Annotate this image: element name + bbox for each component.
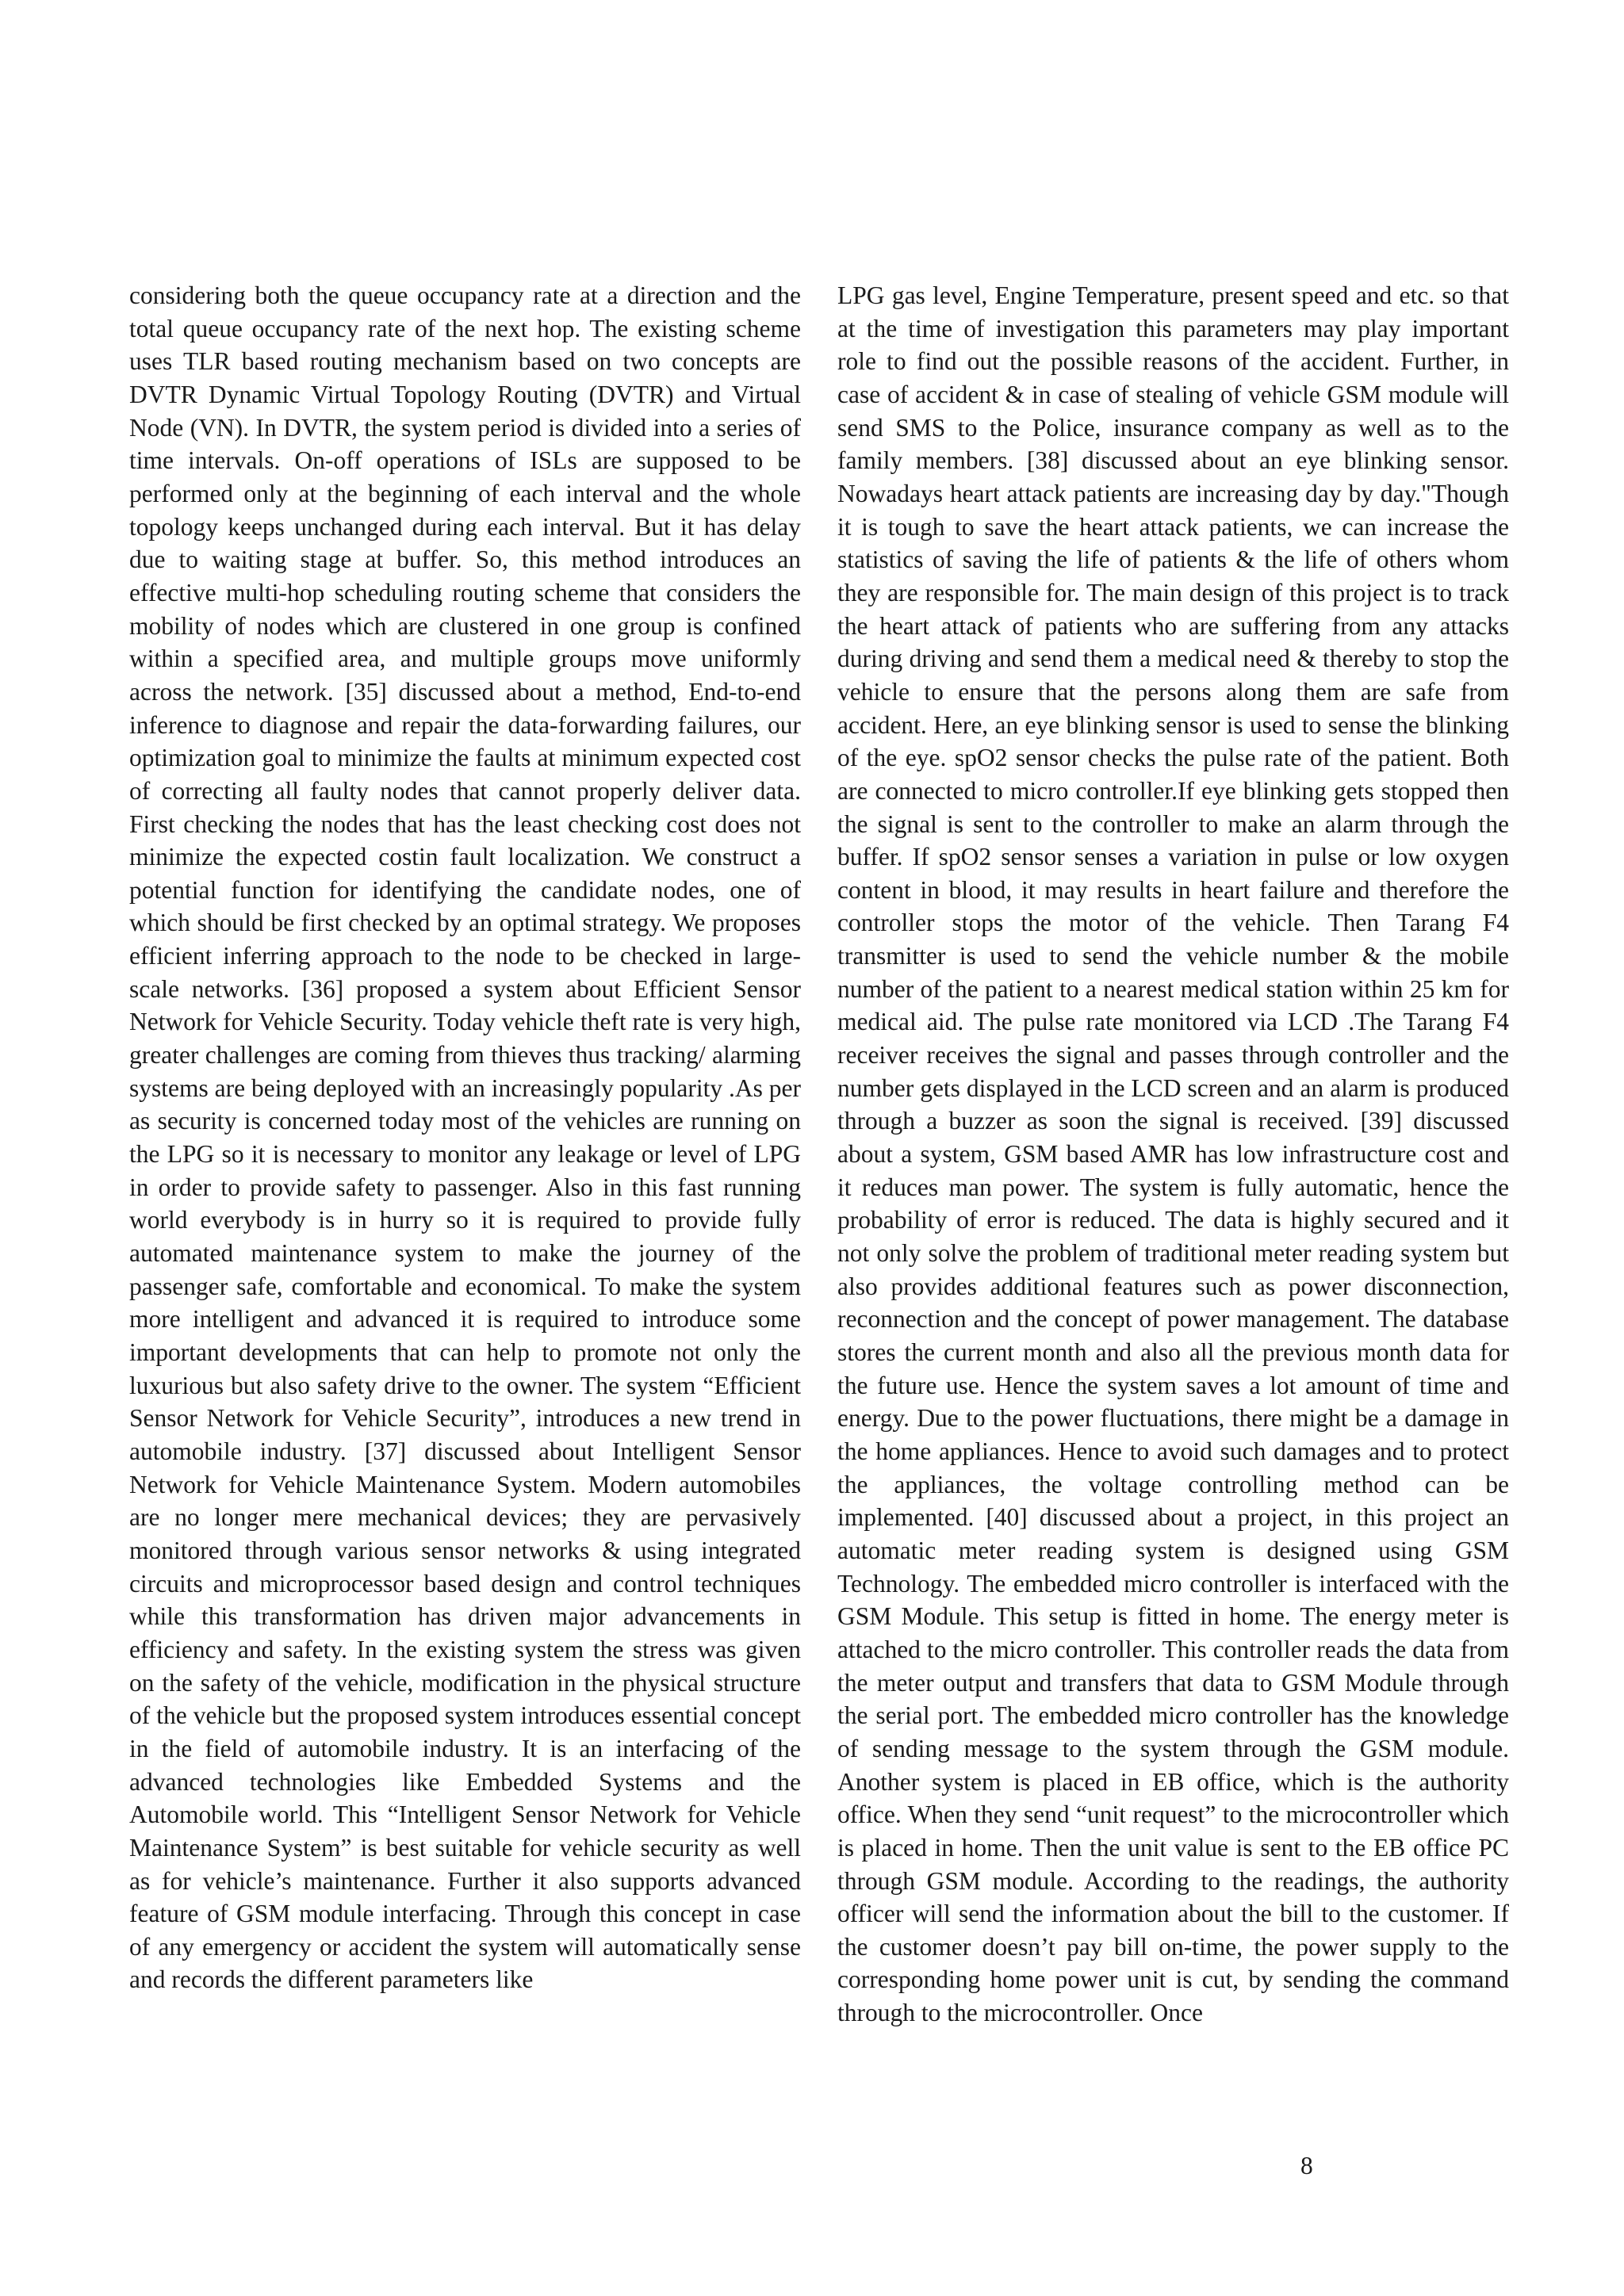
right-text-column: [837, 279, 1509, 2030]
page-number: 8: [1300, 2152, 1313, 2179]
right-column-paragraph: LPG gas level, Engine Temperature, present speed and etc. so that at the time of investigation this parameters may play important role to find out the possible reasons of the accident. Further, in case of accident & in case of stealing of vehicle GSM module will send SMS to the Police, insurance company as well as to the family members. [38] discussed about an eye blinking sensor. Nowadays heart attack patients are increasing day by day."Though it is tough to save the heart attack patients, we can increase the statistics of saving the life of patients & the life of others whom they are responsible for. The main design of this project is to track the heart attack of patients who are suffering from any attacks during driving and send them a medical need & thereby to stop the vehicle to ensure that the persons along them are safe from accident. Here, an eye blinking sensor is used to sense the blinking of the eye. spO2 sensor checks the pulse rate of the patient. Both are connected to micro controller.If eye blinking gets stopped then the signal is sent to the controller to make an alarm through the buffer. If spO2 sensor senses a variation in pulse or low oxygen content in blood, it may results in heart failure and therefore the controller stops the motor of the vehicle. Then Tarang F4 transmitter is used to send the vehicle number & the mobile number of the patient to a nearest medical station within 25 km for medical aid. The pulse rate monitored via LCD .The Tarang F4 receiver receives the signal and passes through controller and the number gets displayed in the LCD screen and an alarm is produced through a buzzer as soon the signal is received. [39] discussed about a system, GSM based AMR has low infrastructure cost and it reduces man power. The system is fully automatic, hence the probability of error is reduced. The data is highly secured and it not only solve the problem of traditional meter reading system but also provides additional features such as power disconnection, reconnection and the concept of power management. The database stores the current month and also all the previous month data for the future use. Hence the system saves a lot amount of time and energy. Due to the power fluctuations, there might be a damage in the home appliances. Hence to avoid such damages and to protect the appliances, the voltage controlling method can be implemented. [40] discussed about a project, in this project an automatic meter reading system is designed using GSM Technology. The embedded micro controller is interfaced with the GSM Module. This setup is fitted in home. The energy meter is attached to the micro controller. This controller reads the data from the meter output and transfers that data to GSM Module through the serial port. The embedded micro controller has the knowledge of sending message to the system through the GSM module. Another system is placed in EB office, which is the authority office. When they send “unit request” to the microcontroller which is placed in home. Then the unit value is sent to the EB office PC through GSM module. According to the readings, the authority officer will send the information about the bill to the customer. If the customer doesn’t pay bill on-time, the power supply to the corresponding home power unit is cut, by sending the command through to the microcontroller. Once: [837, 281, 1509, 2027]
left-text-column: [129, 279, 801, 1996]
left-column-paragraph: considering both the queue occupancy rate at a direction and the total queue occupancy rate of the next hop. The existing scheme uses TLR based routing mechanism based on two concepts are DVTR Dynamic Virtual Topology Routing (DVTR) and Virtual Node (VN). In DVTR, the system period is divided into a series of time intervals. On-off operations of ISLs are supposed to be performed only at the beginning of each interval and the whole topology keeps unchanged during each interval. But it has delay due to waiting stage at buffer. So, this method introduces an effective multi-hop scheduling routing scheme that considers the mobility of nodes which are clustered in one group is confined within a specified area, and multiple groups move uniformly across the network. [35] discussed about a method, End-to-end inference to diagnose and repair the data-forwarding failures, our optimization goal to minimize the faults at minimum expected cost of correcting all faulty nodes that cannot properly deliver data. First checking the nodes that has the least checking cost does not minimize the expected costin fault localization. We construct a potential function for identifying the candidate nodes, one of which should be first checked by an optimal strategy. We proposes efficient inferring approach to the node to be checked in large-scale networks. [36] proposed a system about Efficient Sensor Network for Vehicle Security. Today vehicle theft rate is very high, greater challenges are coming from thieves thus tracking/ alarming systems are being deployed with an increasingly popularity .As per as security is concerned today most of the vehicles are running on the LPG so it is necessary to monitor any leakage or level of LPG in order to provide safety to passenger. Also in this fast running world everybody is in hurry so it is required to provide fully automated maintenance system to make the journey of the passenger safe, comfortable and economical. To make the system more intelligent and advanced it is required to introduce some important developments that can help to promote not only the luxurious but also safety drive to the owner. The system “Efficient Sensor Network for Vehicle Security”, introduces a new trend in automobile industry. [37] discussed about Intelligent Sensor Network for Vehicle Maintenance System. Modern automobiles are no longer mere mechanical devices; they are pervasively monitored through various sensor networks & using integrated circuits and microprocessor based design and control techniques while this transformation has driven major advancements in efficiency and safety. In the existing system the stress was given on the safety of the vehicle, modification in the physical structure of the vehicle but the proposed system introduces essential concept in the field of automobile industry. It is an interfacing of the advanced technologies like Embedded Systems and the Automobile world. This “Intelligent Sensor Network for Vehicle Maintenance System” is best suitable for vehicle security as well as for vehicle’s maintenance. Further it also supports advanced feature of GSM module interfacing. Through this concept in case of any emergency or accident the system will automatically sense and records the different parameters like: [129, 281, 801, 1994]
